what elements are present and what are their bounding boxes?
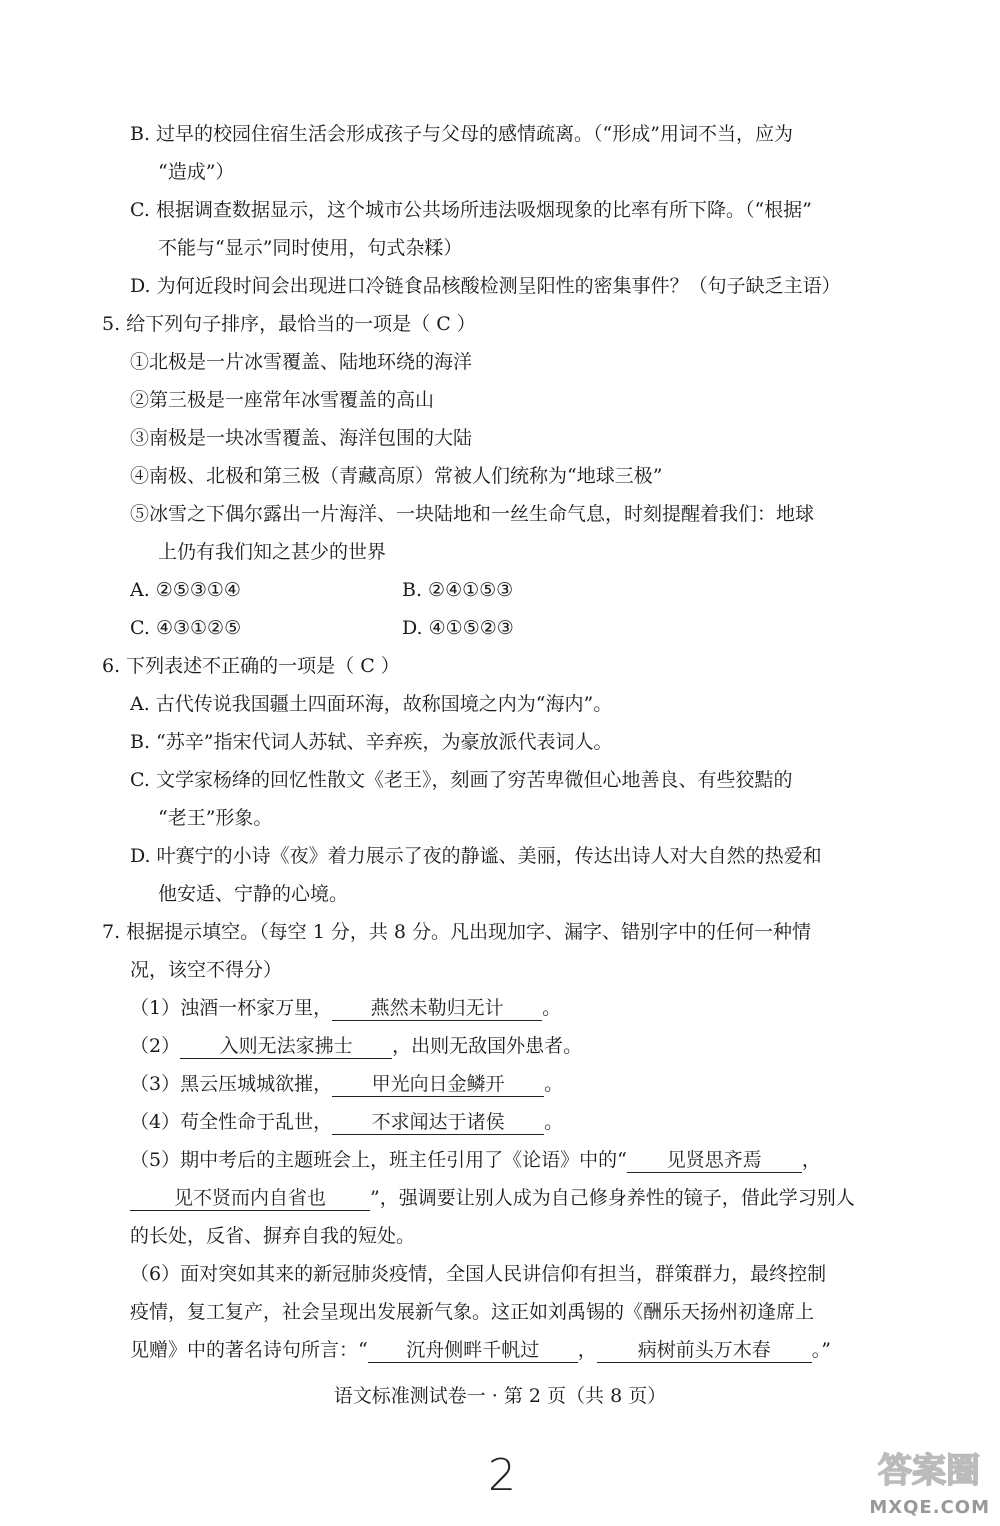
fill-5-answer-2: 见不贤而内自省也 (130, 1186, 370, 1211)
q5-option-c: C. ④③①②⑤ (130, 617, 242, 639)
fill-5-comma: ， (801, 1149, 821, 1171)
watermark-url: MXQE.COM (869, 1497, 990, 1518)
fill-6-answer-2: 病树前头万木春 (597, 1338, 812, 1363)
fill-3 (130, 1072, 563, 1097)
fill-5-line1 (130, 1148, 821, 1173)
question-7-line2: 况，该空不得分） (130, 959, 283, 981)
fill-3-prompt: （3）黑云压城城欲摧， (130, 1073, 333, 1095)
fill-5-answer-1: 见贤思齐焉 (627, 1148, 802, 1173)
fill-4 (130, 1110, 563, 1135)
fill-1 (130, 996, 561, 1021)
sentence-3: ③南极是一块冰雪覆盖、海洋包围的大陆 (130, 427, 473, 449)
q6-option-b: B. “苏辛”指宋代词人苏轼、辛弃疾，为豪放派代表词人。 (130, 731, 613, 753)
option-d-line1: D. 为何近段时间会出现进口冷链食品核酸检测呈阳性的密集事件？（句子缺乏主语） (130, 275, 841, 297)
fill-3-end: 。 (544, 1073, 564, 1095)
fill-2-num: （2） (130, 1035, 181, 1057)
option-b-line2: “造成”） (158, 161, 235, 183)
q6-option-d-line1: D. 叶赛宁的小诗《夜》着力展示了夜的静谧、美丽，传达出诗人对大自然的热爱和 (130, 845, 822, 867)
question-6: 6. 下列表述不正确的一项是（ C ） (102, 655, 400, 677)
q5-option-b: B. ②④①⑤③ (402, 579, 514, 601)
option-c-line2: 不能与“显示”同时使用，句式杂糅） (158, 237, 463, 259)
q5-option-d: D. ④①⑤②③ (402, 617, 514, 639)
q6-option-a: A. 古代传说我国疆土四面环海，故称国境之内为“海内”。 (130, 693, 613, 715)
fill-6-answer-1: 沉舟侧畔千帆过 (368, 1338, 578, 1363)
fill-5-line3: 的长处，反省、摒弃自我的短处。 (130, 1225, 416, 1247)
sentence-5-line2: 上仍有我们知之甚少的世界 (158, 541, 387, 563)
fill-1-prompt: （1）浊酒一杯家万里， (130, 997, 333, 1019)
fill-6-line2: 疫情，复工复产，社会呈现出发展新气象。这正如刘禹锡的《酬乐天扬州初逢席上 (130, 1301, 815, 1323)
sentence-2: ②第三极是一座常年冰雪覆盖的高山 (130, 389, 435, 411)
handwritten-page-number: 2 (488, 1450, 516, 1501)
fill-4-prompt: （4）苟全性命于乱世， (130, 1111, 333, 1133)
sentence-4: ④南极、北极和第三极（青藏高原）常被人们统称为“地球三极” (130, 465, 663, 487)
fill-4-end: 。 (544, 1111, 564, 1133)
fill-5-rest: ”，强调要让别人成为自己修身养性的镜子，借此学习别人 (370, 1187, 855, 1209)
fill-4-answer: 不求闻达于诸侯 (332, 1110, 544, 1135)
fill-5-prompt: （5）期中考后的主题班会上，班主任引用了《论语》中的“ (130, 1149, 627, 1171)
fill-1-answer: 燕然未勒归无计 (332, 996, 542, 1021)
page-footer: 语文标准测试卷一 · 第 2 页（共 8 页） (333, 1385, 667, 1407)
q6-option-c-line2: “老王”形象。 (158, 807, 273, 829)
question-5: 5. 给下列句子排序，最恰当的一项是（ C ） (102, 313, 476, 335)
sentence-1: ①北极是一片冰雪覆盖、陆地环绕的海洋 (130, 351, 473, 373)
fill-2-answer: 入则无法家拂士 (180, 1034, 392, 1059)
option-c-line1: C. 根据调查数据显示，这个城市公共场所违法吸烟现象的比率有所下降。（“根据” (130, 199, 812, 221)
fill-6-end: 。” (811, 1339, 831, 1361)
fill-6-line1: （6）面对突如其来的新冠肺炎疫情，全国人民讲信仰有担当，群策群力，最终控制 (130, 1263, 827, 1285)
fill-6-prompt: 见赠》中的著名诗句所言：“ (130, 1339, 368, 1361)
fill-6-line3 (130, 1338, 831, 1363)
q6-option-c-line1: C. 文学家杨绛的回忆性散文《老王》，刻画了穷苦卑微但心地善良、有些狡黠的 (130, 769, 793, 791)
fill-2-rest: ，出则无敌国外患者。 (392, 1035, 583, 1057)
q5-option-a: A. ②⑤③①④ (130, 579, 241, 601)
fill-2 (130, 1034, 582, 1059)
q6-option-d-line2: 他安适、宁静的心境。 (158, 883, 349, 905)
option-b-line1: B. 过早的校园住宿生活会形成孩子与父母的感情疏离。（“形成”用词不当，应为 (130, 123, 793, 145)
fill-6-comma: ， (577, 1339, 597, 1361)
sentence-5-line1: ⑤冰雪之下偶尔露出一片海洋、一块陆地和一丝生命气息，时刻提醒着我们：地球 (130, 503, 815, 525)
fill-1-end: 。 (542, 997, 562, 1019)
fill-3-answer: 甲光向日金鳞开 (332, 1072, 544, 1097)
watermark-logo: 答案圈 (878, 1451, 980, 1491)
question-7-line1: 7. 根据提示填空。（每空 1 分，共 8 分。凡出现加字、漏字、错别字中的任何一种情 (102, 921, 812, 943)
fill-5-line2 (130, 1186, 855, 1211)
